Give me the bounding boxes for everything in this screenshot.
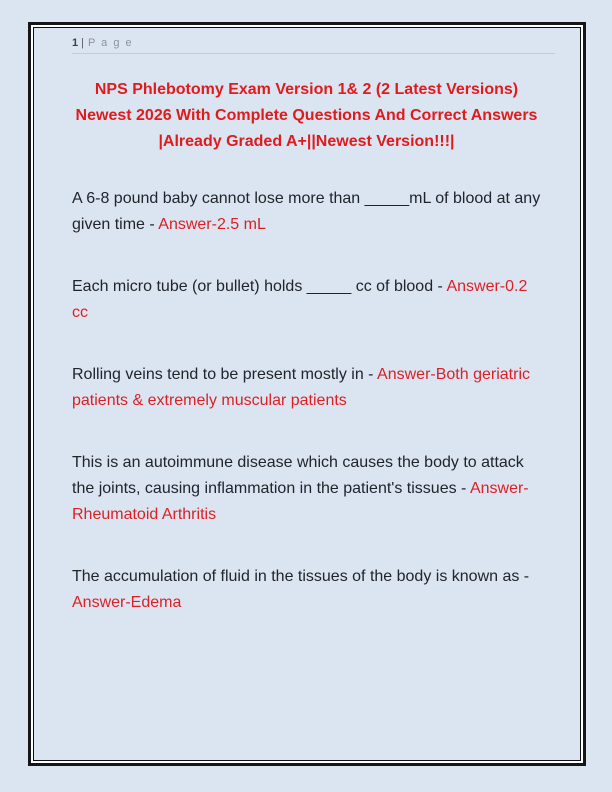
answer-text: Answer-Edema bbox=[72, 594, 182, 611]
question-text: The accumulation of fluid in the tissues of the body is known as - bbox=[72, 568, 530, 585]
qa-item bbox=[72, 274, 541, 326]
document-page bbox=[33, 27, 581, 761]
qa-item bbox=[72, 450, 541, 528]
qa-item bbox=[72, 362, 541, 414]
qa-item bbox=[72, 186, 541, 238]
header-separator: | bbox=[81, 37, 84, 49]
answer-text: Answer-Both geriatric patients & extremely muscular patients bbox=[72, 366, 530, 409]
answer-text: Answer-Rheumatoid Arthritis bbox=[72, 480, 529, 523]
qa-item bbox=[72, 564, 541, 616]
question-text: Each micro tube (or bullet) holds _____ cc of blood - bbox=[72, 278, 447, 295]
question-text: Rolling veins tend to be present mostly in - bbox=[72, 366, 378, 383]
page-number: 1 bbox=[72, 37, 79, 49]
page-header bbox=[72, 36, 555, 54]
document-title: NPS Phlebotomy Exam Version 1& 2 (2 Latest Versions) Newest 2026 With Complete Questions And Correct Answers |Already Graded A+||Newest Version!!!| bbox=[75, 81, 538, 150]
page-label: P a g e bbox=[87, 37, 134, 49]
question-text: This is an autoimmune disease which causes the body to attack the joints, causing inflammation in the patient's tissues - bbox=[72, 454, 524, 497]
question-text: A 6-8 pound baby cannot lose more than _____mL of blood at any given time - bbox=[72, 190, 541, 233]
answer-text: Answer-2.5 mL bbox=[158, 216, 266, 233]
answer-text: Answer-0.2 cc bbox=[72, 278, 528, 321]
